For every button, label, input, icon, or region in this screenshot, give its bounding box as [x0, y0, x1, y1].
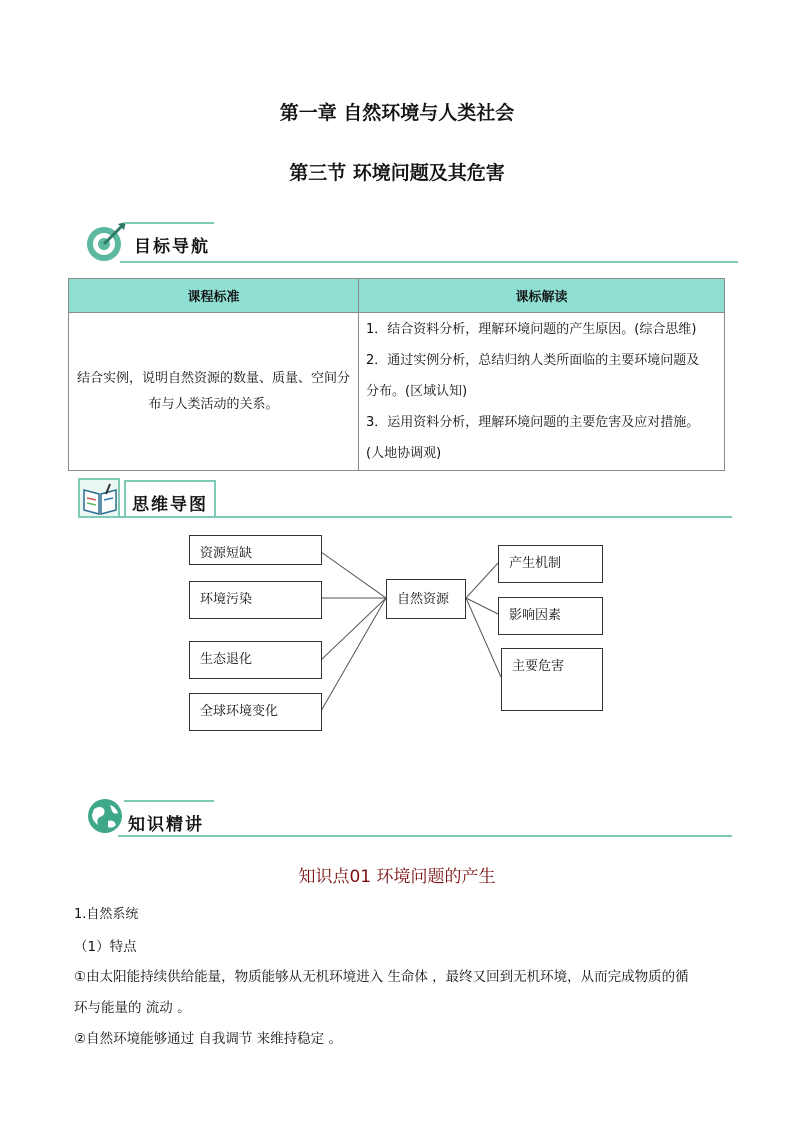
table-header-standard: 课程标准: [69, 279, 359, 313]
mindmap-node-mechanism: 产生机制: [498, 545, 603, 583]
mindmap-node-hazards: 主要危害: [501, 648, 603, 711]
body-line: ②自然环境能够通过 自我调节 来维持稳定 。: [74, 1031, 342, 1047]
globe-icon: [86, 797, 126, 837]
body-line: （1）特点: [74, 939, 137, 955]
interpretation-line: 2．通过实例分析，总结归纳人类所面临的主要环境问题及: [366, 353, 700, 368]
knowledge-section-title: 知识精讲: [128, 815, 204, 835]
mindmap-node-resource-shortage: 资源短缺: [189, 535, 322, 565]
interpretation-line: 分布。(区域认知): [366, 384, 468, 399]
mindmap-node-pollution: 环境污染: [189, 581, 322, 619]
chapter-title: 第一章 自然环境与人类社会: [279, 102, 515, 124]
interpretation-line: 1．结合资料分析，理解环境问题的产生原因。(综合思维): [366, 322, 697, 337]
standard-cell: 结合实例，说明自然资源的数量、质量、空间分布与人类活动的关系。: [69, 313, 359, 471]
body-line: ①由太阳能持续供给能量，物质能够从无机环境进入 生命体 ，最终又回到无机环境，从而完成物质的循: [74, 969, 689, 985]
mindmap-node-global-change: 全球环境变化: [189, 693, 322, 731]
goal-section-title: 目标导航: [134, 237, 210, 257]
mindmap-node-eco-degradation: 生态退化: [189, 641, 322, 679]
mindmap-node-center: 自然资源: [386, 579, 466, 619]
mindmap-node-factors: 影响因素: [498, 597, 603, 635]
section-title: 第三节 环境问题及其危害: [289, 162, 505, 184]
body-line: 环与能量的 流动 。: [74, 1000, 191, 1016]
knowledge-point-title: 知识点01 环境问题的产生: [298, 867, 496, 887]
table-header-interpretation: 课标解读: [359, 279, 725, 313]
body-line: 1.自然系统: [74, 907, 139, 922]
interpretation-line: (人地协调观): [366, 446, 442, 461]
mindmap-section-title: 思维导图: [132, 495, 208, 515]
interpretation-line: 3．运用资料分析，理解环境问题的主要危害及应对措施。: [366, 415, 700, 430]
